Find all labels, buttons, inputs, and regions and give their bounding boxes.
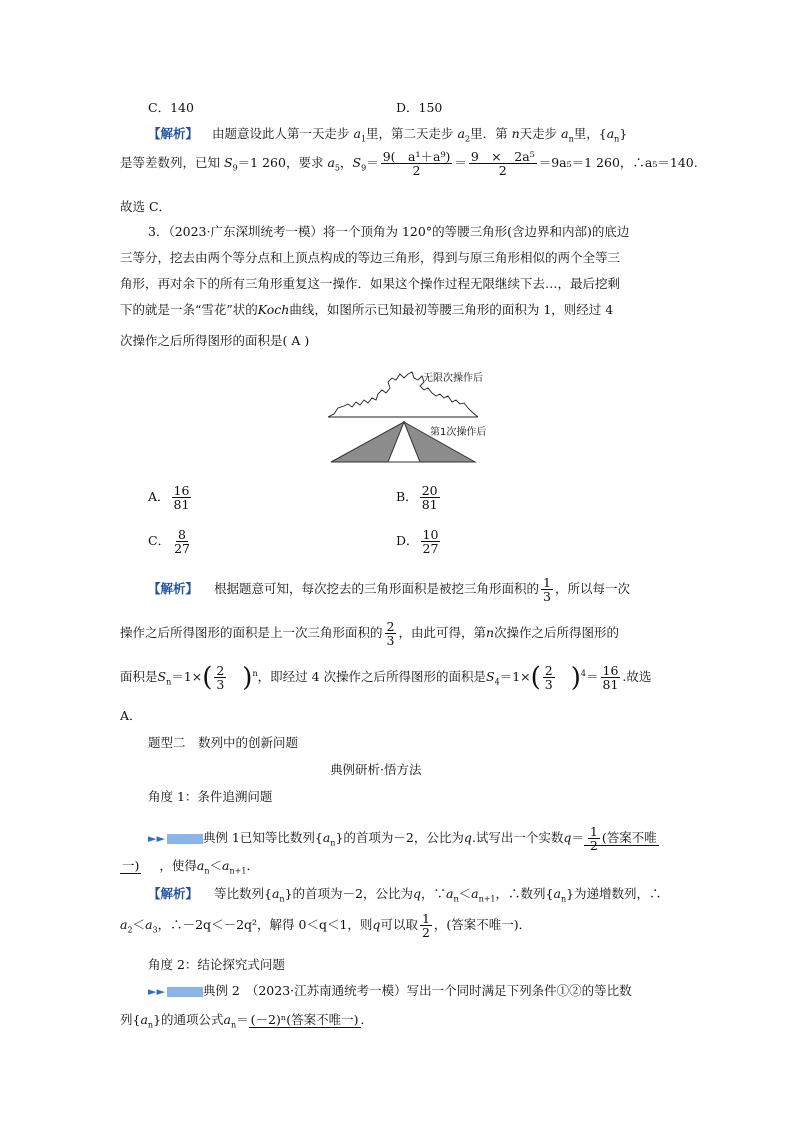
fraction: $\frac{2}{3}$ [386,619,395,649]
question-3-line-5: 次操作之后所得图形的面积是( A ) [120,333,310,348]
section-title: 题型二 数列中的创新问题 [148,735,299,750]
solution-1-line-3: 故选 C． [120,199,172,214]
option-a: A． $\frac{16}{81}$ [148,483,190,513]
label-first-op: 第1次操作后 [430,427,487,438]
solution-2-line-2: 操作之后所得图形的面积是上一次三角形面积的 $\frac{2}{3}$ ，由此可得，第n次操作之后所得图形的 [120,619,620,649]
question-3-line-1: 3．（2023·广东深圳统考一模）将一个顶角为 120°的等腰三角形(含边界和内部)的底边 [148,224,630,239]
fraction: $\frac{16}{81}$ [173,483,190,513]
solution-3-line-1: 【解析】 等比数列$\{a_n\}$的首项为－2，公比为q，$\because a_n<a_{n+1}$，∴数列$\{a_n\}$为递增数列，∴ [148,886,662,904]
fraction: $\frac{20}{81}$ [421,483,438,513]
option-d-top: D．150 [396,100,443,115]
double-arrow-icon: ►► [148,832,165,846]
fraction: $\frac{\text{9( a¹＋a⁹)}}{2}$ [382,149,451,179]
fraction: $\frac{1}{3}$ [543,575,551,605]
solution-2-line-3: 面积是$S_n=1\times$( $\frac{2}{3}$ )$^n$，即经过 4 次操作之后所得图形的面积是$S_4=1\times$( $\frac{2}{3}$ )$^4$＝ $\frac{16}{81}$ .故选 [120,662,652,693]
example-2-line-2: 列$\{a_n\}$的通项公式$a_n= (-2)^n$(答案不唯一) ． [120,1012,374,1030]
solution-1-line-1: 【解析】 由题意设此人第一天走步 $a_1$里，第二天走步 $a_2$里．第 n天走步 $a_n$里，$\{a_n\}$ [148,126,628,144]
double-arrow-icon: ►► [148,985,165,998]
solution-2-line-4: A． [120,708,142,723]
section-subtitle: 典例研析·悟方法 [330,762,422,777]
question-3-line-4: 下的就是一条“雪花”状的Koch曲线，如图所示已知最初等腰三角形的面积为 1，则经过 4 [120,302,614,317]
option-d: D． $\frac{10}{27}$ [396,527,439,557]
option-b: B． $\frac{20}{81}$ [396,483,438,513]
fraction: $\frac{8}{27}$ [174,527,190,557]
fraction: $\frac{1}{2}$ [589,824,598,854]
fraction: $\frac{\text{9 × 2a⁵}}{2}$ [470,149,535,179]
question-3-line-2: 三等分，挖去由两个等分点和上顶点构成的等边三角形，得到与原三角形相似的两个全等三 [120,250,621,265]
example-2-line-1: ►► 典例 2 （2023·江苏南通统考一模）写出一个同时满足下列条件①②的等比数 [148,983,632,998]
solution-1-line-2: 是等差数列，已知 $S_9=1$ 260，要求 $a_5$，$S_9=$ $\frac{\text{9( a¹＋a⁹)}}{2}$ ＝ $\frac{\text{9 × 2a⁵}}{2}$ ＝9a₅＝1 260，∴a₅＝140. [120,149,698,179]
example-1-line-2: 一) ，使得$a_n<a_{n+1}$． [122,858,259,876]
solution-tag: 【解析】 [148,126,199,141]
answer-blank: (－2)ⁿ(答案不唯一) [250,1012,359,1027]
fraction: $\frac{10}{27}$ [422,527,439,557]
solution-2-line-1: 【解析】 根据题意可知，每次挖去的三角形面积是被挖三角形面积的 $\frac{1}{3}$ ，所以每一次 [148,575,630,605]
option-c: C． $\frac{8}{27}$ [148,527,190,557]
example-bar [167,987,203,997]
left-triangle [331,422,404,462]
fraction: $\frac{2}{3}$ [544,663,553,693]
label-infinite-ops: 无限次操作后 [423,373,483,384]
solution-3-line-2: $a_2<a_3$，∴－2q＜－2q²，解得 0＜q＜1，则q可以取 $\frac{1}{2}$ ，(答案不唯一)． [120,911,532,941]
fraction: $\frac{16}{81}$ [602,663,619,693]
angle-1-heading: 角度 1：条件追溯问题 [148,789,273,804]
angle-2-heading: 角度 2：结论探究式问题 [148,957,285,972]
option-c-top: C．140 [148,100,194,115]
example-1-line-1: ►► 典例 1已知等比数列$\{a_n\}$的首项为－2，公比为q.试写出一个实数q＝ $\frac{1}{2}$ (答案不唯 [148,824,657,854]
example-bar [167,834,203,844]
fraction: $\frac{1}{2}$ [421,911,430,941]
fraction: $\frac{2}{3}$ [216,663,225,693]
question-3-line-3: 角形，再对余下的所有三角形重复这一操作．如果这个操作过程无限继续下去…，最后挖剩 [120,276,621,291]
